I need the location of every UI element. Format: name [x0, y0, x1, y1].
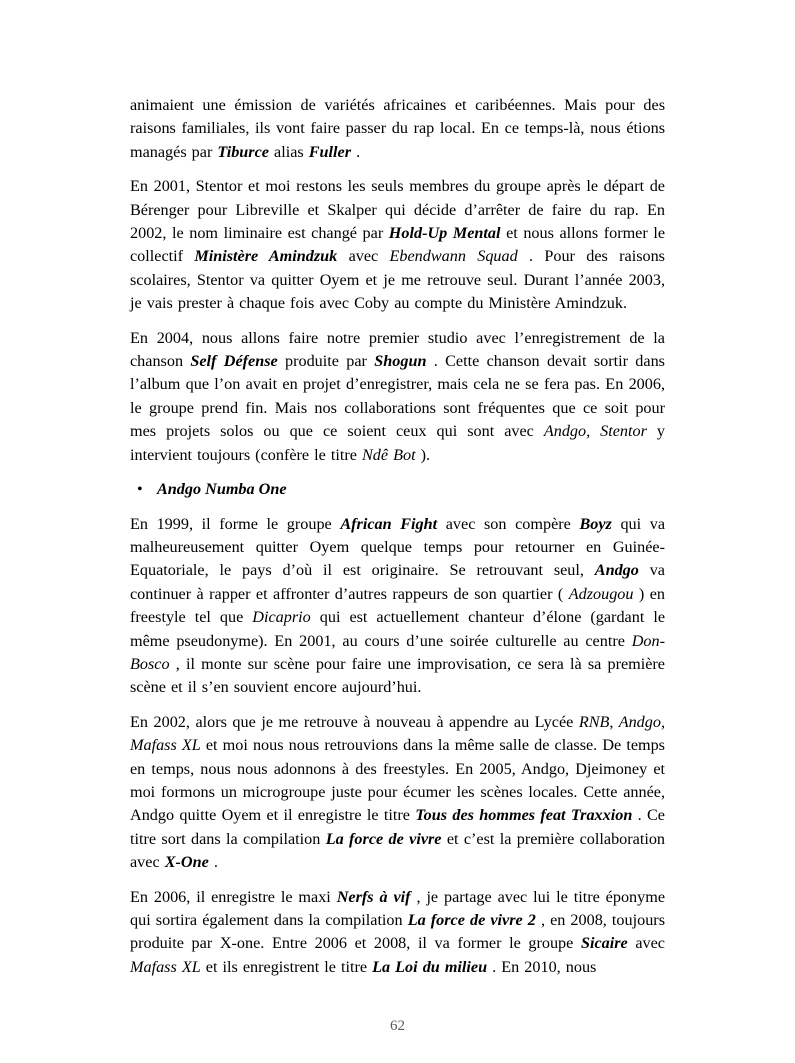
text-run: .: [351, 142, 361, 161]
bullet-marker-icon: •: [137, 480, 143, 499]
text-run: Andgo: [594, 561, 639, 580]
text-run: qui est actuellement chanteur d’élone (gardant le même pseudonyme). En 2001, au cours d’une soirée culturelle au centre: [130, 608, 666, 650]
text-run: Andgo Numba One: [157, 480, 287, 499]
text-run: qui va malheureusement quitter Oyem quelque temps pour retourner en Guinée-Equatoriale, le pays d’où il est originaire. Se retrouvant seul,: [130, 514, 666, 580]
text-run: African Fight: [340, 514, 438, 533]
paragraph: [130, 175, 665, 315]
text-run: . Cette chanson devait sortir dans l’album que l’on avait en projet d’enregistrer, mais cela ne se fera pas. En 2006, le groupe prend fin. Mais nos collaborations sont fréquentes que ce soit pour mes projets solos ou que ce soient ceux qui sont avec: [130, 352, 665, 441]
text-run: . Ce titre sort dans la compilation: [130, 806, 665, 848]
text-run: , il monte sur scène pour faire une improvisation, ce sera là sa première scène et il s’en souvient encore aujourd’hui.: [130, 654, 665, 697]
text-run: Nerfs à vif: [336, 887, 411, 906]
paragraph: [130, 513, 665, 700]
text-run: Boyz: [579, 514, 612, 533]
text-run: En 2004, nous allons faire notre premier studio avec l’enregistrement de la chanson: [130, 328, 665, 371]
text-run: et c’est la première collaboration avec: [130, 829, 666, 872]
text-run: . Pour des raisons scolaires, Stentor va quitter Oyem et je me retrouve seul. Durant l’année 2003, je vais prester à chaque fois avec Coby au compte du Ministère Amindzuk.: [130, 247, 665, 313]
page-number: 62: [390, 1018, 405, 1034]
text-run: Ministère Amindzuk: [194, 247, 338, 266]
text-run: Don-Bosco: [130, 631, 665, 673]
text-run: , je partage avec lui le titre éponyme qui sortira également dans la compilation: [130, 887, 666, 929]
text-run: Tous des hommes feat Traxxion: [415, 806, 633, 825]
text-run: Sicaire: [580, 934, 628, 953]
bullet-heading-text: [157, 478, 287, 501]
text-run: Adzougou: [568, 584, 634, 603]
text-run: . En 2010, nous: [487, 957, 597, 976]
text-run: X-One: [164, 853, 209, 872]
text-run: et nous allons former le collectif: [130, 224, 666, 266]
text-run: La force de vivre 2: [407, 911, 536, 929]
text-run: Shogun: [374, 352, 427, 371]
text-run: En 2006, il enregistre le maxi: [130, 887, 337, 906]
document-body: [130, 94, 665, 990]
text-run: Andgo, Stentor: [543, 422, 647, 441]
text-run: En 2002, alors que je me retrouve à nouveau à appendre au Lycée: [130, 712, 579, 731]
text-run: , en 2008, toujours produite par X-one. Entre 2006 et 2008, il va former le groupe: [130, 911, 665, 953]
text-run: avec son compère: [437, 514, 580, 533]
text-run: ).: [415, 445, 431, 464]
text-run: animaient une émission de variétés africaines et caribéennes. Mais pour des raisons familiales, ils vont faire passer du rap local. En ce temps-là, nous étions managés par: [130, 96, 665, 161]
text-run: En 2001, Stentor et moi restons les seuls membres du groupe après le départ de Bérenger pour Libreville et Skalper qui décide d’arrêter de faire du rap. En 2002, le nom liminaire est changé par: [130, 177, 665, 243]
paragraph: [130, 886, 665, 980]
text-run: La Loi du milieu: [372, 957, 488, 976]
text-run: y intervient toujours (confère le titre: [130, 422, 666, 464]
text-run: La force de vivre: [325, 829, 442, 848]
text-run: et ils enregistrent le titre: [200, 957, 373, 976]
text-run: avec: [337, 247, 390, 266]
paragraph: [130, 711, 665, 875]
text-run: Ndê Bot: [362, 445, 416, 464]
text-run: Tiburce: [217, 142, 269, 161]
paragraph: [130, 94, 665, 164]
text-run: .: [208, 853, 218, 872]
text-run: RNB, Andgo, Mafass XL: [130, 712, 666, 755]
bullet-heading: [130, 478, 665, 501]
text-run: va continuer à rapper et affronter d’autres rappeurs de son quartier (: [130, 561, 665, 603]
text-run: et moi nous nous retrouvions dans la même salle de classe. De temps en temps, nous nous adonnons à des freestyles. En 2005, Andgo, Djeimoney et moi formons un microgroupe juste pour écumer les scènes locales. Cette année, Andgo quitte Oyem et il enregistre le titre: [130, 736, 665, 825]
text-run: Mafass XL: [130, 957, 201, 976]
text-run: Dicaprio: [252, 608, 311, 627]
text-run: Fuller: [308, 142, 352, 161]
text-run: Hold-Up Mental: [388, 224, 501, 243]
paragraph: [130, 327, 665, 467]
text-run: ) en freestyle tel que: [130, 584, 666, 627]
text-run: En 1999, il forme le groupe: [130, 514, 341, 533]
text-run: Ebendwann Squad: [389, 247, 518, 266]
text-run: Self Défense: [190, 352, 278, 371]
text-run: alias: [268, 142, 309, 161]
text-run: produite par: [277, 352, 375, 371]
text-run: avec: [627, 934, 665, 953]
